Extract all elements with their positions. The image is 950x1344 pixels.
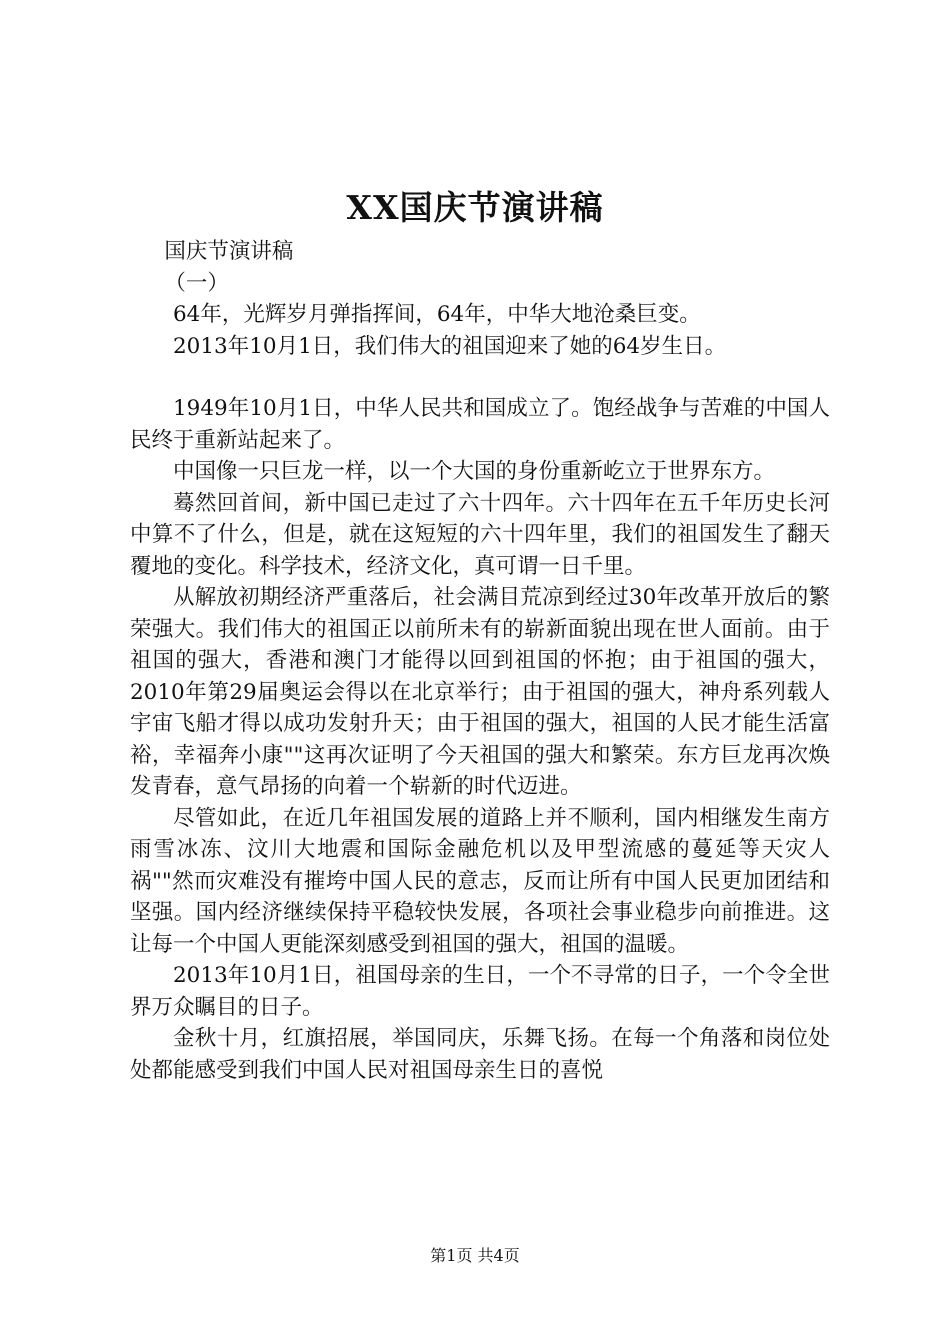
paragraph: 尽管如此，在近几年祖国发展的道路上并不顺利，国内相继发生南方雨雪冰冻、汶川大地震和国际金融危机以及甲型流感的蔓延等天灾人祸""然而灾难没有摧垮中国人民的意志，反而让所有中国人民更加团结和坚强。国内经济继续保持平稳较快发展，各项社会事业稳步向前推进。这让每一个中国人更能深刻感受到祖国的强大，祖国的温暖。: [130, 805, 830, 957]
paragraph: 2013年10月1日，祖国母亲的生日，一个不寻常的日子，一个令全世界万众瞩目的日子。: [130, 963, 830, 1020]
document-title: XX国庆节演讲稿: [346, 188, 604, 227]
page-indicator: 第1页 共4页: [430, 1246, 520, 1265]
document-body: [130, 236, 830, 1086]
paragraph: 1949年10月1日，中华人民共和国成立了。饱经战争与苦难的中国人民终于重新站起来了。: [130, 396, 830, 453]
paragraph: 2013年10月1日，我们伟大的祖国迎来了她的64岁生日。: [173, 333, 727, 359]
paragraph: 蓦然回首间，新中国已走过了六十四年。六十四年在五千年历史长河中算不了什么，但是，就在这短短的六十四年里，我们的祖国发生了翻天覆地的变化。科学技术，经济文化，真可谓一日千里。: [130, 490, 830, 579]
paragraph: 中国像一只巨龙一样，以一个大国的身份重新屹立于世界东方。: [173, 459, 776, 484]
paragraph: 64年，光辉岁月弹指挥间，64年，中华大地沧桑巨变。: [173, 302, 701, 327]
paragraph: 从解放初期经济严重落后，社会满目荒凉到经过30年改革开放后的繁荣强大。我们伟大的祖国正以前所未有的崭新面貌出现在世人面前。由于祖国的强大，香港和澳门才能得以回到祖国的怀抱；由于祖国的强大，2010年第29届奥运会得以在北京举行；由于祖国的强大，神舟系列载人宇宙飞船才得以成功发射升天；由于祖国的强大，祖国的人民才能生活富裕，幸福奔小康""这再次证明了今天祖国的强大和繁荣。东方巨龙再次焕发青春，意气昂扬的向着一个崭新的时代迈进。: [130, 585, 830, 799]
document-subtitle: 国庆节演讲稿: [164, 239, 294, 264]
paragraph: 金秋十月，红旗招展，举国同庆，乐舞飞扬。在每一个角落和岗位处处都能感受到我们中国人民对祖国母亲生日的喜悦: [130, 1026, 830, 1083]
page-footer: [0, 1244, 950, 1268]
section-label: （一）: [164, 270, 229, 296]
